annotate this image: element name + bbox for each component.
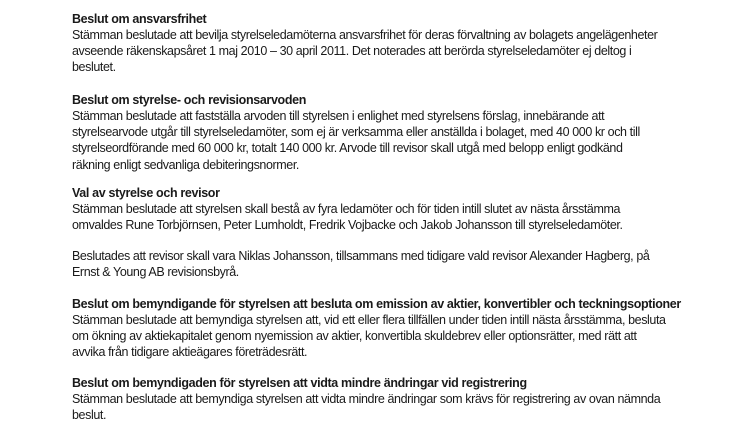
paragraph-line: om ökning av aktiekapitalet genom nyemission av aktier, konvertibla skuldebrev eller optionsrätter, med rätt att — [72, 329, 637, 344]
section-bemyndigande-registrering — [72, 375, 692, 423]
paragraph-line: avvika från tidigare aktieägares företrädesrätt. — [72, 345, 308, 360]
paragraph-line: Stämman beslutade att bemyndiga styrelsen att, vid ett eller flera tillfällen under tiden intill nästa årsstämma, besluta — [72, 313, 666, 327]
paragraph-line: beslutet. — [72, 60, 116, 75]
section-heading: Beslut om styrelse- och revisionsarvoden — [72, 93, 307, 107]
paragraph-line: Stämman beslutade att styrelsen skall bestå av fyra ledamöter och för tiden intill slutet av nästa årsstämma — [72, 202, 621, 216]
paragraph-line: räkning enligt sedvanliga debiteringsnormer. — [72, 157, 299, 172]
paragraph-line: avseende räkenskapsåret 1 maj 2010 – 30 april 2011. Det noterades att berörda styrelseledamöter ej deltog i — [72, 44, 632, 59]
section-arvoden — [72, 92, 692, 173]
section-revisor — [72, 248, 692, 280]
paragraph-line: styrelsearvode utgår till styrelseledamöter, som ej är verksamma eller anställda i bolaget, med 40 000 kr och till — [72, 125, 640, 140]
section-bemyndigande-emission — [72, 296, 692, 361]
paragraph-line: Beslutades att revisor skall vara Niklas Johansson, tillsammans med tidigare vald revisor Alexander Hagberg, på — [72, 249, 650, 263]
paragraph-line: omvaldes Rune Torbjörnsen, Peter Lumholdt, Fredrik Vojbacke och Jakob Johansson till styrelseledamöter. — [72, 218, 623, 233]
paragraph-line: Ernst & Young AB revisionsbyrå. — [72, 265, 239, 280]
section-val-av-styrelse — [72, 185, 692, 233]
section-heading: Beslut om bemyndigaden för styrelsen att vidta mindre ändringar vid registrering — [72, 376, 527, 390]
section-heading: Val av styrelse och revisor — [72, 186, 220, 200]
section-ansvarsfrihet — [72, 11, 692, 76]
paragraph-line: styrelseordförande med 60 000 kr, totalt 140 000 kr. Arvode till revisor skall utgå med belopp enligt godkänd — [72, 141, 623, 156]
section-heading: Beslut om ansvarsfrihet — [72, 12, 207, 26]
section-heading: Beslut om bemyndigande för styrelsen att besluta om emission av aktier, konvertibler och teckningsoptioner — [72, 297, 681, 311]
paragraph-line: Stämman beslutade att bemyndiga styrelsen att vidta mindre ändringar som krävs för registrering av ovan nämnda — [72, 392, 661, 406]
paragraph-line: beslut. — [72, 408, 107, 423]
paragraph-line: Stämman beslutade att fastställa arvoden till styrelsen i enlighet med styrelsens förslag, innebärande att — [72, 109, 605, 123]
paragraph-line: Stämman beslutade att bevilja styrelseledamöterna ansvarsfrihet för deras förvaltning av bolagets angelägenheter — [72, 28, 658, 42]
